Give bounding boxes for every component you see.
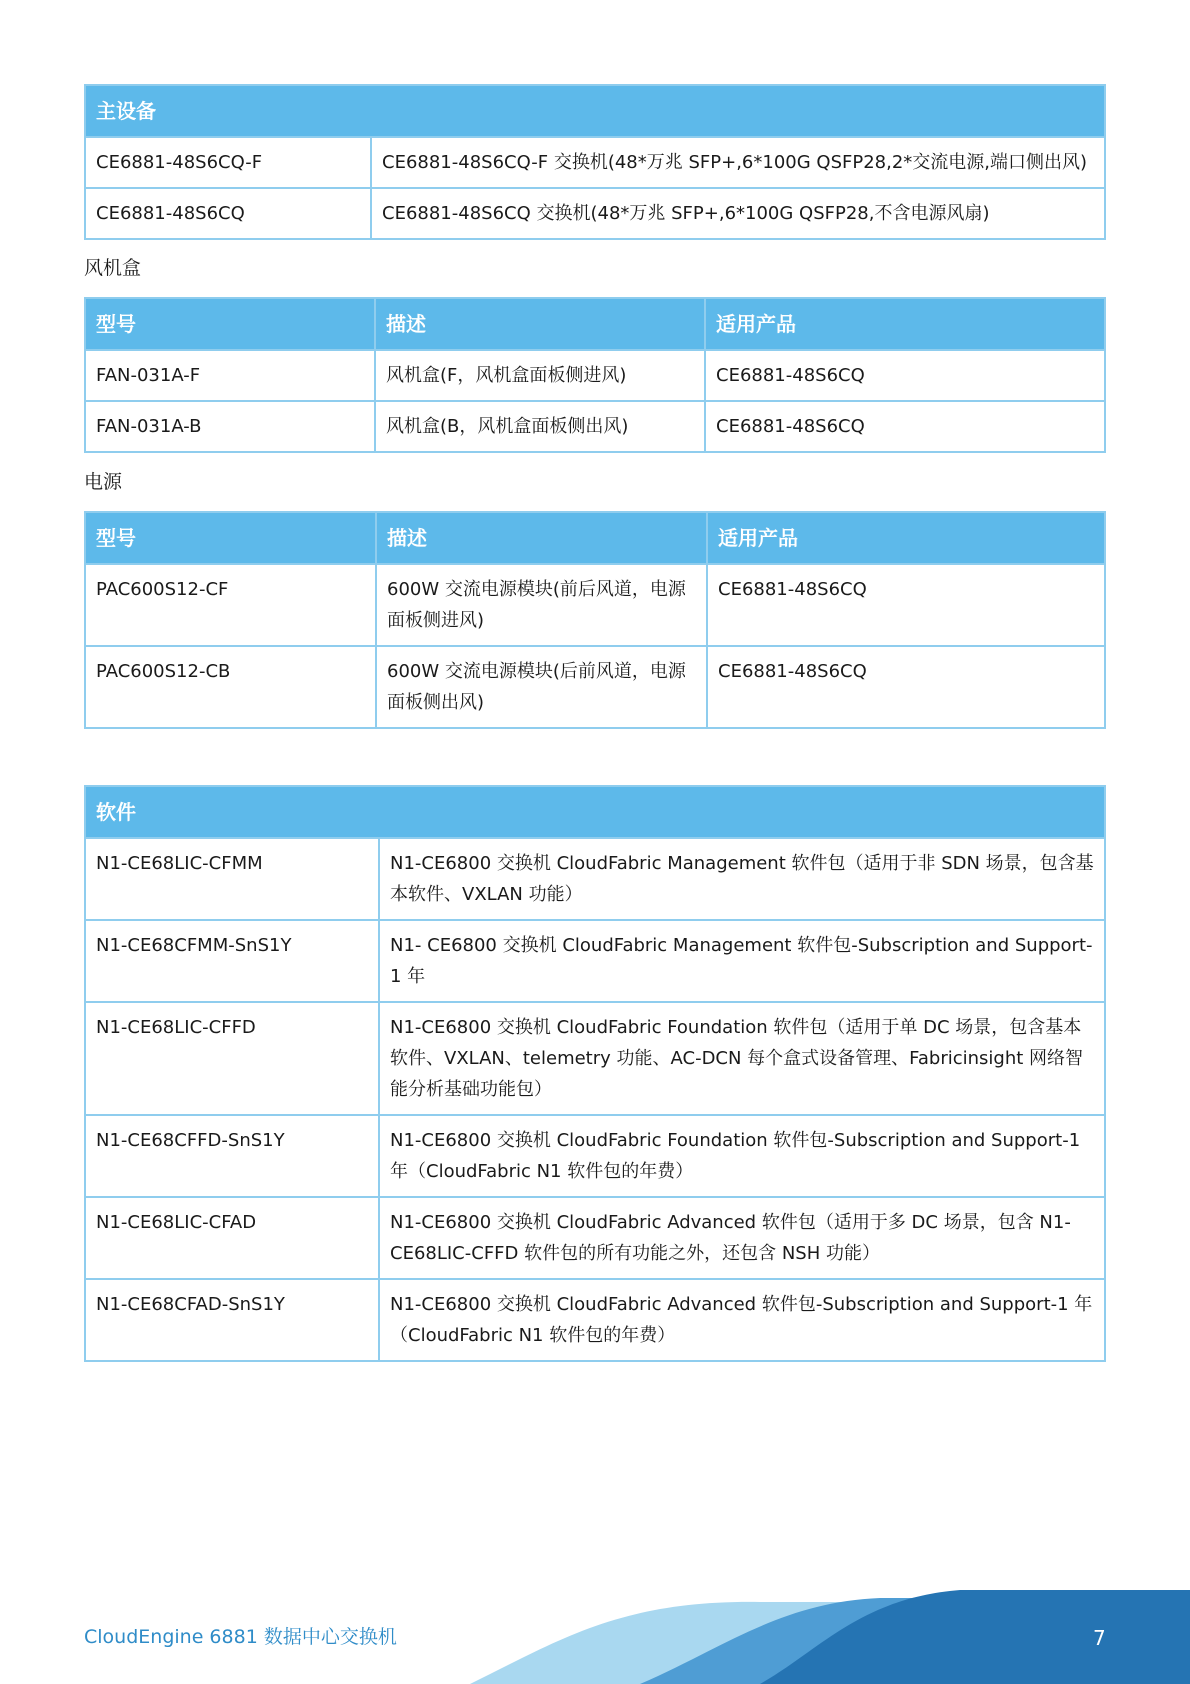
table-row: [85, 646, 1105, 728]
fan-section-label: 风机盒: [84, 257, 142, 279]
table-cell: N1-CE6800 交换机 CloudFabric Advanced 软件包（适用于多 DC 场景，包含 N1-CE68LIC-CFFD 软件包的所有功能之外，还包含 NSH 功能）: [379, 1197, 1105, 1279]
table-cell: N1-CE68CFMM-SnS1Y: [85, 920, 379, 1002]
table-cell: N1-CE6800 交换机 CloudFabric Advanced 软件包-Subscription and Support-1 年（CloudFabric N1 软件包的年费）: [379, 1279, 1105, 1361]
table-cell: N1-CE68LIC-CFMM: [85, 838, 379, 920]
column-header: 型号: [85, 298, 375, 350]
table-row: [85, 350, 1105, 401]
table-cell: 600W 交流电源模块(前后风道，电源面板侧进风): [376, 564, 707, 646]
table-cell: FAN-031A-B: [85, 401, 375, 452]
table-cell: N1-CE68CFFD-SnS1Y: [85, 1115, 379, 1197]
table-row: [85, 1115, 1105, 1197]
column-header: 描述: [375, 298, 705, 350]
table-cell: 600W 交流电源模块(后前风道，电源面板侧出风): [376, 646, 707, 728]
page-number: 7: [1093, 1626, 1106, 1650]
table-row: [85, 1279, 1105, 1361]
table-header-row: [85, 512, 1105, 564]
footer-title: CloudEngine 6881 数据中心交换机: [84, 1626, 397, 1648]
table-row: [85, 188, 1105, 239]
column-header: 描述: [376, 512, 707, 564]
table-cell: PAC600S12-CF: [85, 564, 376, 646]
table-row: [85, 401, 1105, 452]
table-cell: CE6881-48S6CQ-F: [85, 137, 371, 188]
fan-table: [84, 297, 1106, 453]
column-header: 适用产品: [705, 298, 1105, 350]
column-header: 型号: [85, 512, 376, 564]
table-row: [85, 1197, 1105, 1279]
table-cell: N1-CE68LIC-CFAD: [85, 1197, 379, 1279]
table-row: [85, 920, 1105, 1002]
table-cell: 风机盒(F，风机盒面板侧进风): [375, 350, 705, 401]
table-cell: FAN-031A-F: [85, 350, 375, 401]
table-cell: N1-CE6800 交换机 CloudFabric Management 软件包（适用于非 SDN 场景，包含基本软件、VXLAN 功能）: [379, 838, 1105, 920]
table-cell: N1-CE6800 交换机 CloudFabric Foundation 软件包-Subscription and Support-1 年（CloudFabric N1 软件包的年费）: [379, 1115, 1105, 1197]
table-cell: 风机盒(B，风机盒面板侧出风): [375, 401, 705, 452]
table-row: [85, 564, 1105, 646]
table-cell: CE6881-48S6CQ: [707, 564, 1105, 646]
power-table: [84, 511, 1106, 729]
table-cell: CE6881-48S6CQ: [705, 401, 1105, 452]
table-cell: CE6881-48S6CQ 交换机(48*万兆 SFP+,6*100G QSFP28,不含电源风扇): [371, 188, 1105, 239]
table-cell: N1-CE68CFAD-SnS1Y: [85, 1279, 379, 1361]
table-header: 软件: [85, 786, 1105, 838]
table-cell: N1-CE68LIC-CFFD: [85, 1002, 379, 1115]
table-cell: CE6881-48S6CQ: [707, 646, 1105, 728]
table-header: 主设备: [85, 85, 1105, 137]
table-cell: CE6881-48S6CQ: [85, 188, 371, 239]
table-cell: N1-CE6800 交换机 CloudFabric Foundation 软件包（适用于单 DC 场景，包含基本软件、VXLAN、telemetry 功能、AC-DCN 每个盒式设备管理、Fabricinsight 网络智能分析基础功能包）: [379, 1002, 1105, 1115]
main-device-table: [84, 84, 1106, 240]
table-cell: PAC600S12-CB: [85, 646, 376, 728]
table-row: [85, 1002, 1105, 1115]
table-header-row: [85, 298, 1105, 350]
table-row: [85, 137, 1105, 188]
software-table: [84, 785, 1106, 1362]
table-cell: CE6881-48S6CQ-F 交换机(48*万兆 SFP+,6*100G QSFP28,2*交流电源,端口侧出风): [371, 137, 1105, 188]
power-section-label: 电源: [84, 471, 123, 493]
column-header: 适用产品: [707, 512, 1105, 564]
table-row: [85, 838, 1105, 920]
table-cell: CE6881-48S6CQ: [705, 350, 1105, 401]
table-cell: N1- CE6800 交换机 CloudFabric Management 软件包-Subscription and Support-1 年: [379, 920, 1105, 1002]
